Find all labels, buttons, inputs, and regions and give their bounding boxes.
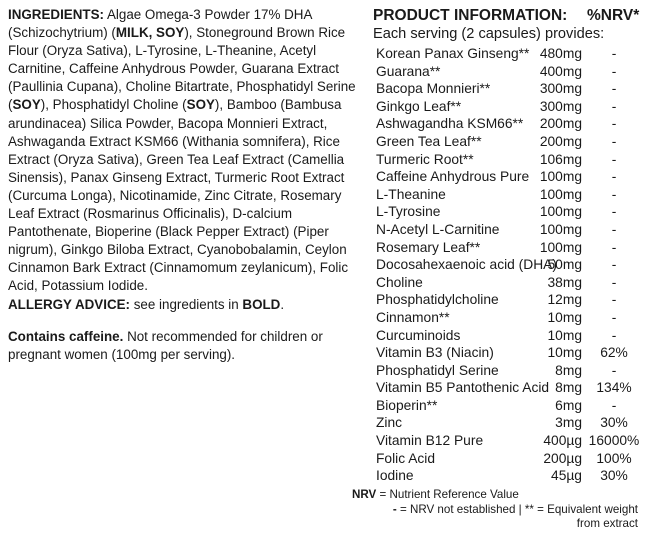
nutrient-amount: 200mg: [539, 116, 582, 132]
nutrient-name: Rosemary Leaf**: [376, 239, 481, 255]
nutrient-amount: 3mg: [555, 415, 582, 431]
nutrient-row: [373, 450, 645, 468]
nutrient-row: [373, 309, 645, 327]
nutrient-amount: 45µg: [551, 468, 582, 484]
nutrient-nrv: -: [611, 46, 617, 61]
nutrient-name: Folic Acid: [376, 450, 436, 466]
nutrient-row: [373, 168, 645, 186]
nutrient-row: [373, 362, 645, 380]
nutrient-nrv: 30%: [600, 415, 628, 431]
nutrient-name: Vitamin B12 Pure: [376, 433, 484, 449]
allergen-milk-soy: MILK, SOY: [115, 25, 185, 41]
nutrient-nrv: 62%: [600, 345, 628, 361]
nutrient-name: Bacopa Monnieri**: [376, 81, 491, 97]
nutrient-row: [373, 186, 645, 204]
nutrient-row: [373, 467, 645, 485]
nutrient-nrv: -: [611, 169, 617, 185]
caffeine-warning: [8, 328, 358, 364]
nutrient-table: [373, 45, 645, 485]
nutrient-amount: 10mg: [547, 345, 582, 361]
nutrient-name: Iodine: [376, 468, 414, 484]
nutrient-nrv: -: [611, 327, 617, 343]
ingredients-text-3: ), Phosphatidyl Choline (: [40, 97, 187, 113]
nutrient-amount: 400µg: [543, 433, 582, 449]
nutrient-row: [373, 133, 645, 151]
nutrient-nrv: -: [611, 133, 617, 149]
allergy-label: ALLERGY ADVICE:: [8, 296, 131, 312]
nutrient-name: Turmeric Root**: [376, 151, 474, 167]
nutrient-row: [373, 63, 645, 81]
nutrient-nrv: -: [611, 98, 617, 114]
nutrient-amount: 10mg: [547, 327, 582, 343]
nutrient-amount: 100mg: [539, 221, 582, 237]
nutrient-name: Docosahexaenoic acid (DHA): [376, 257, 557, 273]
nutrient-row: [373, 397, 645, 415]
nutrient-amount: 100mg: [539, 239, 582, 255]
nutrient-row: [373, 115, 645, 133]
nutrient-name: Bioperin**: [376, 397, 438, 413]
nutrient-name: Choline: [376, 274, 423, 290]
nrv-definition: = Nutrient Reference Value: [376, 488, 519, 501]
nutrient-nrv: -: [611, 204, 617, 220]
nutrient-name: L-Theanine: [376, 186, 446, 202]
nutrient-row: [373, 203, 645, 221]
caffeine-label: Contains caffeine.: [8, 328, 124, 344]
allergen-soy-2: SOY: [186, 97, 215, 113]
nutrient-name: Vitamin B3 (Niacin): [376, 345, 494, 361]
nutrient-nrv: 100%: [596, 450, 632, 466]
nutrient-nrv: -: [611, 292, 617, 308]
nutrient-name: Guarana**: [376, 63, 441, 79]
nrv-column-heading: %NRV*: [587, 7, 640, 24]
nutrient-amount: 300mg: [539, 98, 582, 114]
nutrient-row: [373, 327, 645, 345]
nutrient-row: [373, 98, 645, 116]
nutrient-name: Cinnamon**: [376, 309, 450, 325]
nutrient-nrv: -: [611, 397, 617, 413]
product-info-header: [373, 6, 645, 25]
legend-text: = NRV not established | ** = Equivalent weight from extract: [396, 503, 638, 530]
nutrient-name: Vitamin B5 Pantothenic Acid: [376, 380, 550, 396]
nutrient-row: [373, 256, 645, 274]
nutrient-row: [373, 344, 645, 362]
nutrient-nrv: 16000%: [588, 433, 640, 449]
nutrient-row: [373, 45, 645, 63]
nutrient-name: Phosphatidyl Serine: [376, 362, 499, 378]
nutrient-amount: 480mg: [539, 46, 582, 61]
nutrient-amount: 300mg: [539, 81, 582, 97]
nutrient-name: Caffeine Anhydrous Pure: [376, 169, 530, 185]
nutrient-nrv: -: [611, 257, 617, 273]
nutrient-amount: 50mg: [547, 257, 582, 273]
dash-symbol: -: [392, 503, 397, 516]
nutrient-name: Ashwagandha KSM66**: [376, 116, 524, 132]
nutrient-nrv: -: [611, 362, 617, 378]
allergen-soy-1: SOY: [12, 97, 41, 113]
nutrient-row: [373, 414, 645, 432]
nutrient-nrv: -: [611, 221, 617, 237]
caffeine-text: Not recommended for children or pregnant women (100mg per serving).: [8, 328, 323, 362]
nutrient-row: [373, 379, 645, 397]
nutrient-amount: 400mg: [539, 63, 582, 79]
nutrient-name: Curcuminoids: [376, 327, 461, 343]
nutrient-row: [373, 80, 645, 98]
nutrient-nrv: -: [611, 239, 617, 255]
allergy-end: .: [280, 296, 285, 312]
nutrient-name: Ginkgo Leaf**: [376, 98, 462, 114]
nutrient-nrv: -: [611, 186, 617, 202]
nutrient-amount: 8mg: [555, 362, 582, 378]
ingredients-text-2: ), Stoneground Brown Rice Flour (Oryza Sativa), L-Tyrosine, L-Theanine, Acetyl Carnitine, Caffeine Anhydrous Powder, Guarana Extract (Paullinia Cupana), Choline Bitartrate, Phosphatidyl Serine (: [8, 25, 356, 113]
nutrient-nrv: -: [611, 81, 617, 97]
nutrient-amount: 100mg: [539, 186, 582, 202]
nutrient-nrv: -: [611, 309, 617, 325]
nutrient-row: [373, 432, 645, 450]
nrv-footnote: [352, 488, 519, 502]
nutrient-amount: 12mg: [547, 292, 582, 308]
nutrient-amount: 38mg: [547, 274, 582, 290]
ingredients-text-4: ), Bamboo (Bambusa arundinacea) Silica Powder, Bacopa Monnieri Extract, Ashwaganda Extract KSM66 (Withania somnifera), Rice Extract (Oryza Sativa), Green Tea Leaf Extract (Camellia Sinensis), Panax Ginseng Extract, Turmeric Root Extract (Curcuma Longa), Nicotinamide, Zinc Citrate, Rosemary Leaf Extract (Rosmarinus Officinalis), D-calcium Pantothenate, Bioperine (Black Pepper Extract) (Piper nigrum), Ginkgo Biloba Extract, Cyanobobalamin, Ceylon Cinnamon Bark Extract (Cinnamomum zeylanicum), Folic Acid, Potassium Iodide.: [8, 97, 349, 294]
nutrient-nrv: -: [611, 63, 617, 79]
nutrient-amount: 200µg: [543, 450, 582, 466]
nutrient-nrv: -: [611, 151, 617, 167]
nutrient-amount: 100mg: [539, 169, 582, 185]
nutrient-name: Korean Panax Ginseng**: [376, 46, 530, 61]
allergy-advice: [8, 296, 358, 314]
product-information-panel: [373, 6, 645, 485]
nutrient-amount: 200mg: [539, 133, 582, 149]
ingredients-panel: [8, 6, 358, 364]
nutrient-amount: 10mg: [547, 309, 582, 325]
legend-footnote: [376, 503, 638, 531]
ingredients-paragraph: [8, 6, 358, 296]
nutrient-nrv: 30%: [600, 468, 628, 484]
nutrient-nrv: 134%: [596, 380, 632, 396]
ingredients-label: INGREDIENTS:: [8, 7, 104, 22]
nutrient-name: Green Tea Leaf**: [376, 133, 482, 149]
allergy-bold-word: BOLD: [242, 296, 281, 312]
nutrient-name: Zinc: [376, 415, 403, 431]
nutrient-name: N-Acetyl L-Carnitine: [376, 221, 500, 237]
nrv-abbr: NRV: [352, 488, 377, 501]
nutrient-row: [373, 274, 645, 292]
nutrient-amount: 6mg: [555, 397, 582, 413]
nutrient-amount: 106mg: [539, 151, 582, 167]
nutrient-row: [373, 221, 645, 239]
nutrient-row: [373, 151, 645, 169]
serving-description: Each serving (2 capsules) provides:: [373, 26, 605, 42]
nutrient-name: Phosphatidylcholine: [376, 292, 499, 308]
ingredients-text-1: Algae Omega-3 Powder 17% DHA (Schizochytrium) (: [8, 7, 312, 41]
nutrient-amount: 100mg: [539, 204, 582, 220]
nutrient-amount: 8mg: [555, 380, 582, 396]
allergy-text: see ingredients in: [130, 296, 243, 312]
nutrient-nrv: -: [611, 116, 617, 132]
product-info-heading: PRODUCT INFORMATION:: [373, 7, 568, 24]
nutrient-nrv: -: [611, 274, 617, 290]
nutrient-name: L-Tyrosine: [376, 204, 441, 220]
nutrient-row: [373, 291, 645, 309]
nutrient-row: [373, 239, 645, 257]
